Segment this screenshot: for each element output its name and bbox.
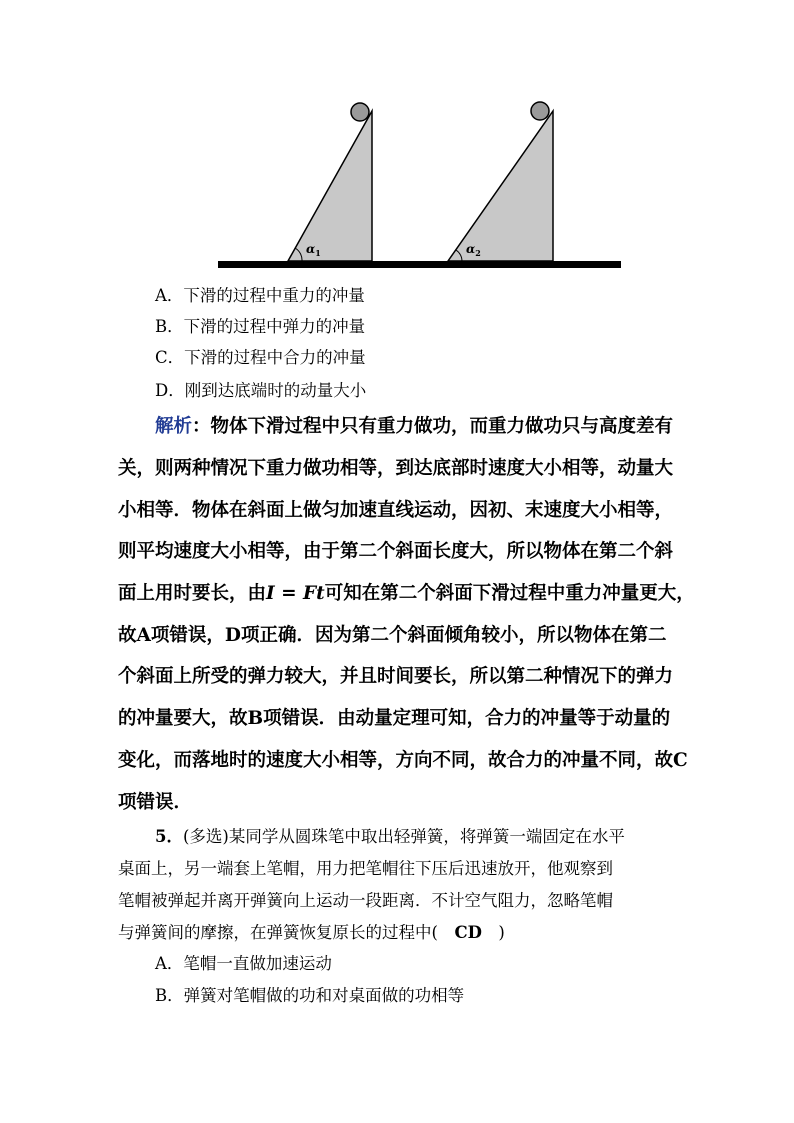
inclined-planes-figure bbox=[210, 95, 630, 275]
solution-line-2: 关，则两种情况下重力做功相等，到达底部时速度大小相等，动量大 bbox=[118, 458, 674, 479]
solution-line-8: 的冲量要大，故B项错误．由动量定理可知，合力的冲量等于动量的 bbox=[118, 708, 671, 729]
ground-line bbox=[218, 261, 621, 268]
solution-line-4: 则平均速度大小相等，由于第二个斜面长度大，所以物体在第二个斜 bbox=[118, 541, 674, 562]
question-5-line-2: 桌面上，另一端套上笔帽，用力把笔帽往下压后迅速放开，他观察到 bbox=[118, 859, 613, 878]
solution-line-1: 解析：物体下滑过程中只有重力做功，而重力做功只与高度差有 bbox=[155, 416, 674, 437]
question-number: 5． bbox=[155, 827, 183, 846]
answer-text: CD bbox=[454, 923, 482, 942]
incline-2 bbox=[448, 111, 553, 261]
solution-line-10: 项错误． bbox=[118, 792, 193, 813]
option-a: A．下滑的过程中重力的冲量 bbox=[155, 286, 365, 305]
impulse-formula: I = Ft bbox=[266, 583, 325, 604]
option-b: B．下滑的过程中弹力的冲量 bbox=[155, 317, 366, 336]
option-d: D．刚到达底端时的动量大小 bbox=[155, 381, 367, 400]
ball-1 bbox=[351, 103, 369, 121]
solution-line-3: 小相等．物体在斜面上做匀加速直线运动，因初、末速度大小相等， bbox=[118, 500, 674, 521]
option-c: C．下滑的过程中合力的冲量 bbox=[155, 348, 366, 367]
solution-line-7: 个斜面上所受的弹力较大，并且时间要长，所以第二种情况下的弹力 bbox=[118, 666, 674, 687]
solution-line-9: 变化，而落地时的速度大小相等，方向不同，故合力的冲量不同，故C bbox=[118, 750, 688, 771]
incline-1 bbox=[288, 111, 372, 261]
question-5-line-3: 笔帽被弹起并离开弹簧向上运动一段距离．不计空气阻力，忽略笔帽 bbox=[118, 891, 613, 910]
question-5-option-b: B．弹簧对笔帽做的功和对桌面做的功相等 bbox=[155, 986, 465, 1005]
question-5-line-1: 5．(多选)某同学从圆珠笔中取出轻弹簧，将弹簧一端固定在水平 bbox=[155, 827, 625, 846]
angle-2-label: $\alpha_2$ bbox=[466, 242, 481, 258]
question-5-line-4: 与弹簧间的摩擦，在弹簧恢复原长的过程中( CD ) bbox=[118, 923, 505, 942]
angle-1-label: $\alpha_1$ bbox=[306, 242, 321, 258]
solution-line-5: 面上用时要长，由I = Ft可知在第二个斜面下滑过程中重力冲量更大， bbox=[118, 583, 695, 604]
ball-2 bbox=[531, 102, 549, 120]
solution-line-6: 故A项错误，D项正确．因为第二个斜面倾角较小，所以物体在第二 bbox=[118, 625, 667, 646]
question-5-option-a: A．笔帽一直做加速运动 bbox=[155, 954, 332, 973]
solution-label: 解析 bbox=[155, 416, 193, 437]
